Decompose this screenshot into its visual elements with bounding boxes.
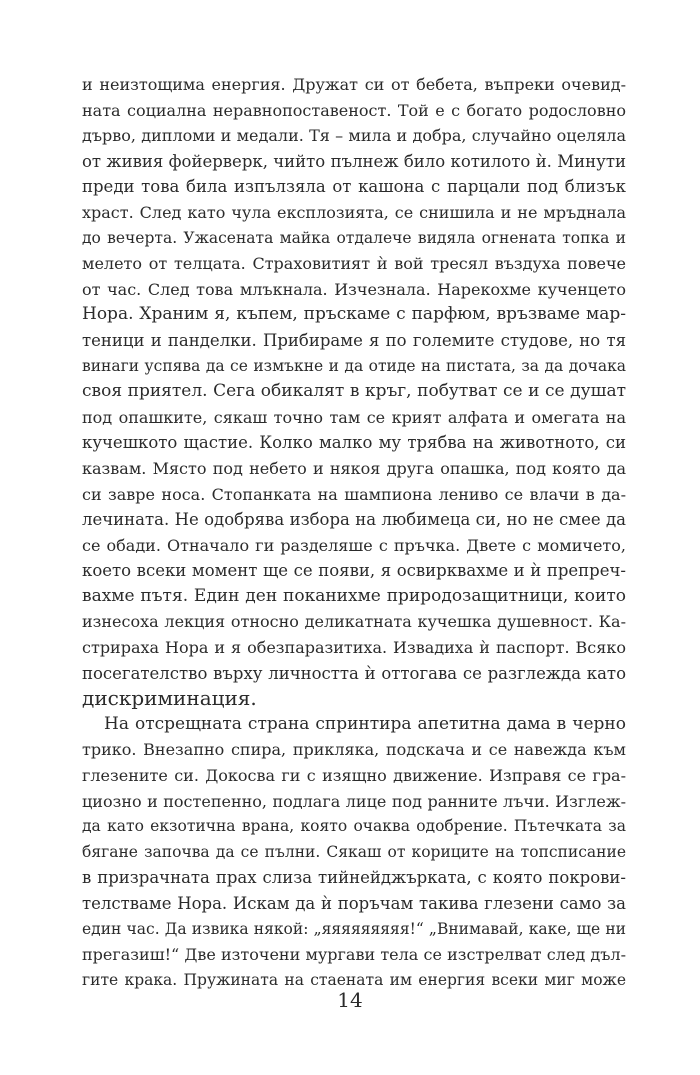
page-number: 14: [337, 988, 363, 1012]
text-line: мелето от телцата. Страховитият ѝ вой тресял въздуха повече: [82, 254, 626, 274]
text-line: посегателство върху личността ѝ оттогава се разглежда като: [82, 663, 626, 683]
paragraph-start-line: На отсрещната страна спринтира апетитна дама в черно: [104, 713, 626, 734]
text-line: своя приятел. Сега обикалят в кръг, побутват се и се душат: [82, 381, 626, 402]
text-line: което всеки момент ще се появи, я освирквахме и ѝ препреч-: [82, 561, 626, 581]
text-line: гите крака. Пружината на стаената им енергия всеки миг може: [82, 970, 626, 989]
text-line: си завре носа. Стопанката на шампиона лениво се влачи в да-: [82, 484, 626, 504]
text-line: Нора. Храним я, къпем, пръскаме с парфюм, връзваме мар-: [82, 304, 626, 325]
text-line: ната социална неравнопоставеност. Той е с богато родословно: [82, 100, 626, 120]
text-line: да като екзотична врана, която очаква одобрение. Пътечката за: [82, 817, 626, 836]
text-line: преди това била изпълзяла от кашона с парцали под близък: [82, 177, 626, 197]
text-line: един час. Да извика някой: „яяяяяяяяя!“ „Внимавай, каке, ще ни: [82, 919, 626, 938]
text-line: кучешкото щастие. Колко малко му трябва на животното, си: [82, 433, 626, 453]
text-line: телстваме Нора. Искам да ѝ поръчам такива глезени само за: [82, 894, 626, 913]
text-line: от час. След това млъкнала. Изчезнала. Нарекохме кученцето: [82, 279, 626, 299]
text-line: под опашките, сякаш точно там се крият алфата и омегата на: [82, 407, 626, 427]
text-line: изнесоха лекция относно деликатната кучешка душевност. Ка-: [82, 612, 626, 632]
text-line: прегазиш!“ Две източени мургави тела се изстрелват след дъл-: [82, 945, 626, 965]
paragraph-end-line: дискриминация.: [82, 686, 257, 711]
text-line: се обади. Отначало ги разделяше с пръчка. Двете с момичето,: [82, 535, 626, 555]
text-line: в призрачната прах слиза тийнейджърката, с която покрови-: [82, 868, 626, 888]
text-line: теници и панделки. Прибираме я по големите студове, но тя: [82, 330, 626, 350]
text-line: винаги успява да се измъкне и да отиде на пистата, за да дочака: [82, 356, 626, 375]
text-line: бягане започва да се пълни. Сякаш от кориците на топсписание: [82, 842, 626, 861]
text-line: храст. След като чула експлозията, се снишила и не мръднала: [82, 202, 626, 222]
text-line: вахме пътя. Един ден поканихме природозащитници, които: [82, 585, 626, 606]
text-line: и неизтощима енергия. Дружат си от бебета, въпреки очевид-: [82, 75, 626, 94]
text-line: трико. Внезапно спира, приклякa, подскача и се навежда към: [82, 740, 626, 760]
text-line: дърво, дипломи и медали. Тя – мила и добра, случайно оцеляла: [82, 126, 626, 146]
text-line: стрираха Нора и я обезпаразитиха. Извадиха ѝ паспорт. Всяко: [82, 638, 626, 658]
text-line: до вечерта. Ужасената майка отдалече видяла огнената топка и: [82, 228, 626, 247]
body-text: [82, 72, 626, 993]
text-line: лечината. Не одобрява избора на любимеца си, но не смее да: [82, 510, 626, 530]
text-line: казвам. Място под небето и някоя друга опашка, под която да: [82, 458, 626, 478]
text-line: циозно и постепенно, подлага лице под ранните лъчи. Изглеж-: [82, 791, 626, 811]
text-line: глезените си. Докосва ги с изящно движение. Изправя се гра-: [82, 766, 626, 786]
text-line: от живия фойерверк, чийто пълнеж било котилото ѝ. Минути: [82, 151, 626, 171]
